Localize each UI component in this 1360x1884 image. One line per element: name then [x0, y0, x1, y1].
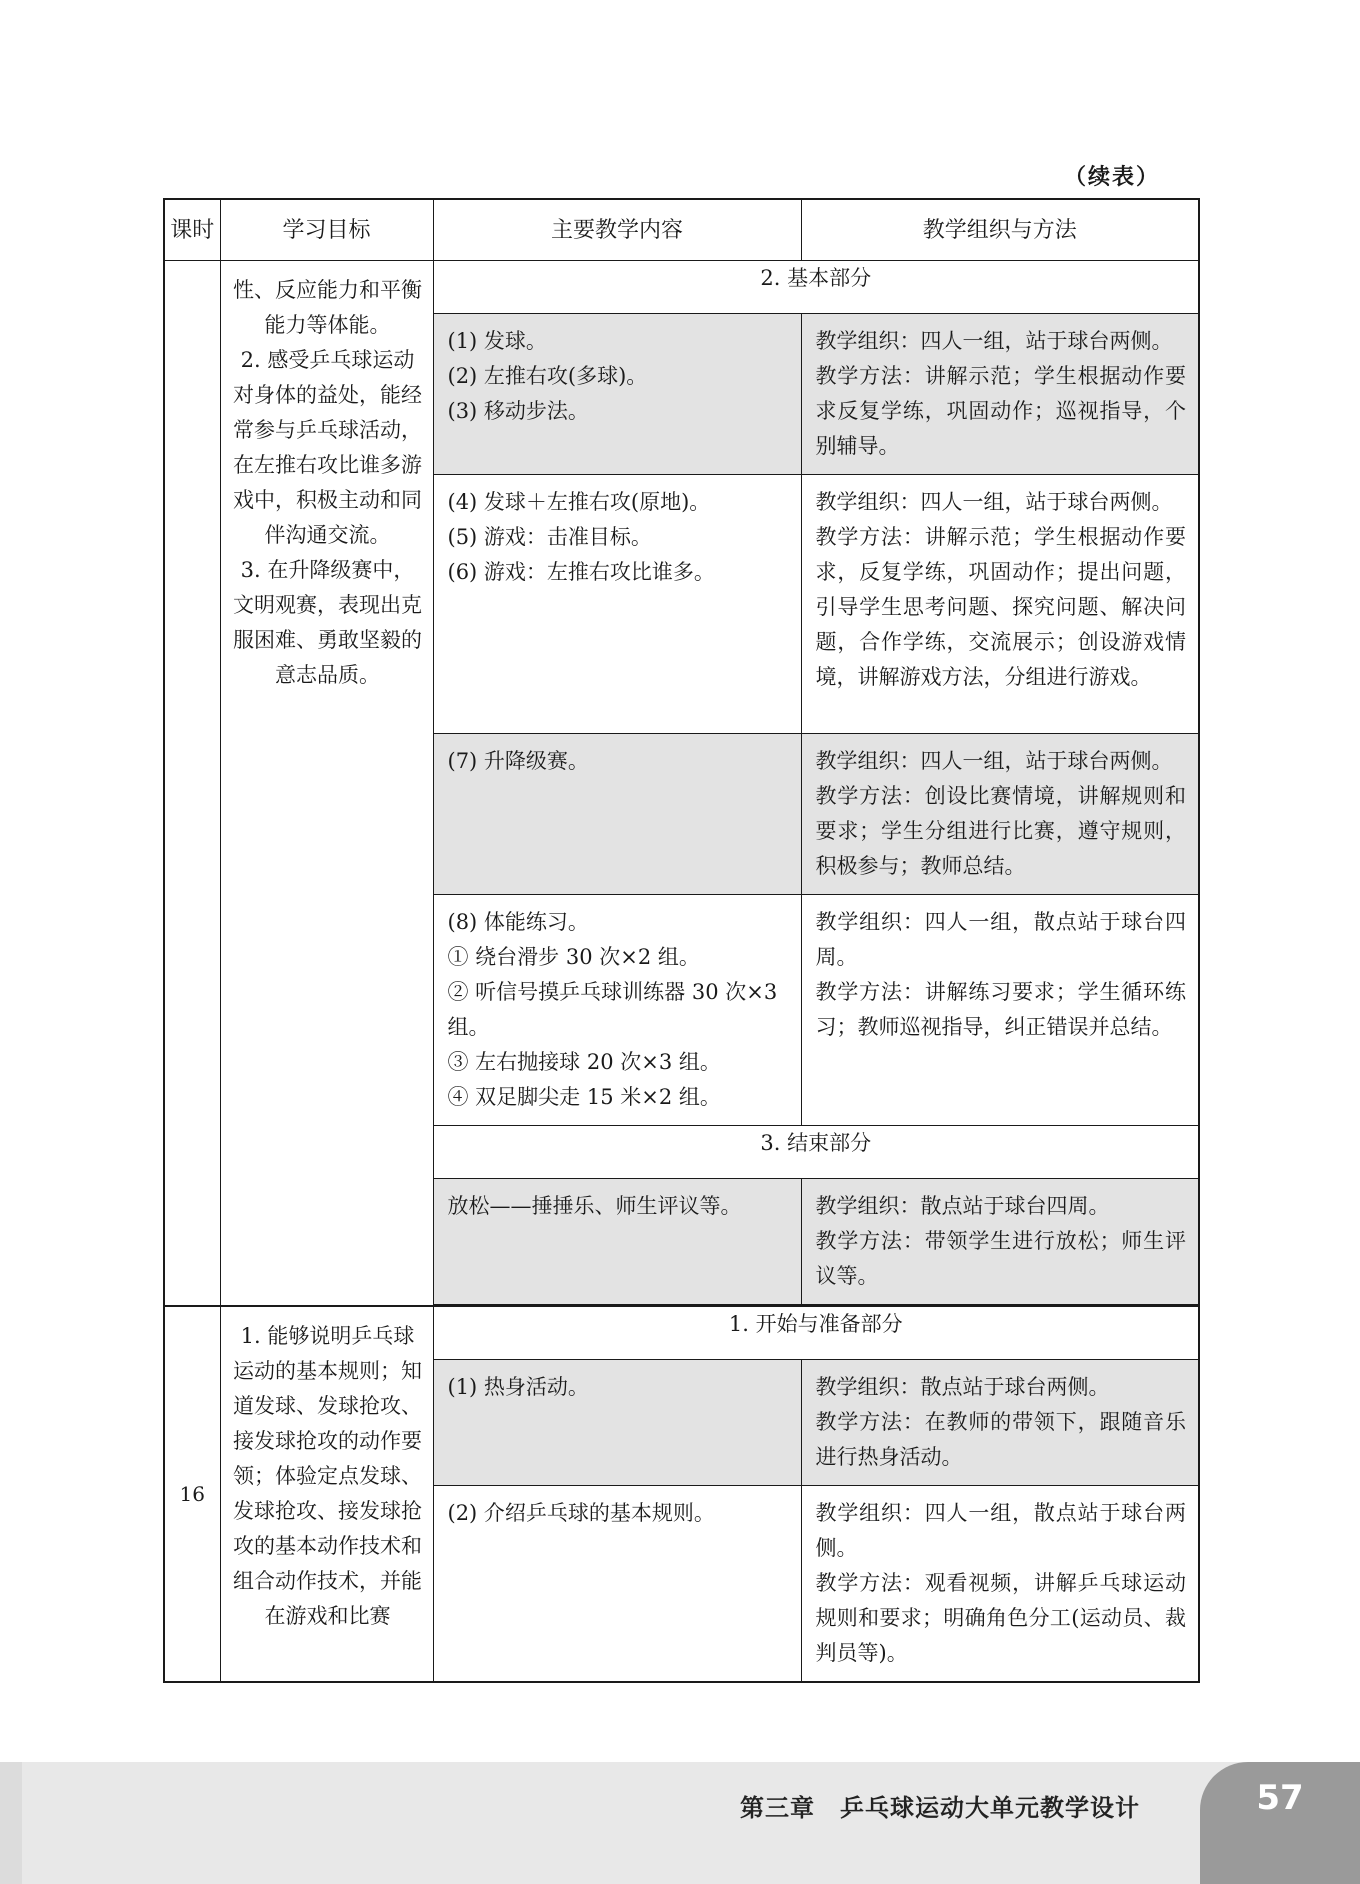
goal-cell-b: [220, 1306, 433, 1682]
method-cell: [801, 734, 1199, 895]
method-line: 教学方法：观看视频，讲解乒乓球运动规则和要求；明确角色分工(运动员、裁判员等)。: [815, 1571, 1186, 1665]
method-line: 教学组织：散点站于球台两侧。: [815, 1375, 1110, 1399]
goal-text: 2. 感受乒乓球运动对身体的益处，能经常参与乒乓球活动，在左推右攻比谁多游戏中，积极主动和同伴沟通交流。: [233, 348, 422, 547]
content-line: (2) 介绍乒乓球的基本规则。: [447, 1501, 715, 1525]
content-cell: [433, 1360, 801, 1486]
method-line: 教学组织：四人一组，散点站于球台两侧。: [815, 1501, 1186, 1560]
content-cell: [433, 475, 801, 734]
content-line: ③ 左右抛接球 20 次×3 组。: [447, 1050, 721, 1074]
method-cell: [801, 1486, 1199, 1683]
method-cell: [801, 1360, 1199, 1486]
method-line: 教学组织：散点站于球台四周。: [815, 1194, 1110, 1218]
lesson-plan-table: [163, 198, 1200, 1683]
content-line: (2) 左推右攻(多球)。: [447, 364, 648, 388]
page-number: 57: [1256, 1778, 1304, 1818]
goal-text: 1. 能够说明乒乓球运动的基本规则；知道发球、发球抢攻、接发球抢攻的动作要领；体验定点发球、发球抢攻、接发球抢攻的基本动作技术和组合动作技术，并能在游戏和比赛: [233, 1324, 422, 1628]
content-cell: [433, 895, 801, 1126]
method-line: 教学方法：在教师的带领下，跟随音乐进行热身活动。: [815, 1410, 1186, 1469]
section-basic-row: [164, 261, 1199, 314]
section-title-end: 3. 结束部分: [433, 1126, 1199, 1179]
method-cell: [801, 475, 1199, 734]
content-line: (1) 发球。: [447, 329, 547, 353]
content-line: (4) 发球＋左推右攻(原地)。: [447, 490, 711, 514]
method-line: 教学方法：带领学生进行放松；师生评议等。: [815, 1229, 1186, 1288]
header-content: 主要教学内容: [433, 199, 801, 261]
continued-label: （续表）: [1063, 165, 1160, 190]
content-line: (5) 游戏：击准目标。: [447, 525, 652, 549]
content-line: (8) 体能练习。: [447, 910, 589, 934]
method-cell: [801, 895, 1199, 1126]
period-cell-b: 16: [164, 1306, 220, 1682]
goal-cell-a: [220, 261, 433, 1307]
content-line: ④ 双足脚尖走 15 米×2 组。: [447, 1085, 721, 1109]
method-line: 教学组织：四人一组，站于球台两侧。: [815, 490, 1173, 514]
method-line: 教学组织：四人一组，站于球台两侧。: [815, 329, 1173, 353]
header-period: 课时: [164, 199, 220, 261]
section-start-row: [164, 1306, 1199, 1360]
goal-text: 3. 在升降级赛中，文明观赛，表现出克服困难、勇敢坚毅的意志品质。: [233, 558, 422, 687]
footer-band: [0, 1762, 1360, 1884]
method-line: 教学方法：讲解练习要求；学生循环练习；教师巡视指导，纠正错误并总结。: [815, 980, 1186, 1039]
method-cell: [801, 314, 1199, 475]
method-line: 教学组织：四人一组，站于球台两侧。: [815, 749, 1173, 773]
content-line: (6) 游戏：左推右攻比谁多。: [447, 560, 715, 584]
content-cell: [433, 314, 801, 475]
method-line: 教学方法：创设比赛情境，讲解规则和要求；学生分组进行比赛，遵守规则，积极参与；教师总结。: [815, 784, 1186, 878]
method-cell: [801, 1179, 1199, 1305]
content-line: (7) 升降级赛。: [447, 749, 589, 773]
method-line: 教学方法：讲解示范；学生根据动作要求反复学练，巩固动作；巡视指导，个别辅导。: [815, 364, 1186, 458]
header-method: 教学组织与方法: [801, 199, 1199, 261]
content-line: (1) 热身活动。: [447, 1375, 589, 1399]
content-cell: [433, 1179, 801, 1305]
goal-text: 性、反应能力和平衡能力等体能。: [233, 278, 422, 337]
method-line: 教学组织：四人一组，散点站于球台四周。: [815, 910, 1186, 969]
table-header-row: [164, 199, 1199, 261]
header-goal: 学习目标: [220, 199, 433, 261]
content-line: (3) 移动步法。: [447, 399, 589, 423]
section-title-basic: 2. 基本部分: [433, 261, 1199, 314]
footer-edge: [0, 1762, 22, 1884]
method-line: 教学方法：讲解示范；学生根据动作要求，反复学练，巩固动作；提出问题，引导学生思考问题、探究问题、解决问题，合作学练，交流展示；创设游戏情境，讲解游戏方法，分组进行游戏。: [815, 525, 1186, 689]
content-cell: [433, 734, 801, 895]
content-line: 放松——捶捶乐、师生评议等。: [447, 1194, 742, 1218]
section-title-start: 1. 开始与准备部分: [433, 1306, 1199, 1360]
content-cell: [433, 1486, 801, 1683]
chapter-title: 第三章 乒乓球运动大单元教学设计: [740, 1794, 1140, 1822]
content-line: ② 听信号摸乒乓球训练器 30 次×3 组。: [447, 980, 778, 1039]
period-cell-a: [164, 261, 220, 1307]
content-line: ① 绕台滑步 30 次×2 组。: [447, 945, 700, 969]
